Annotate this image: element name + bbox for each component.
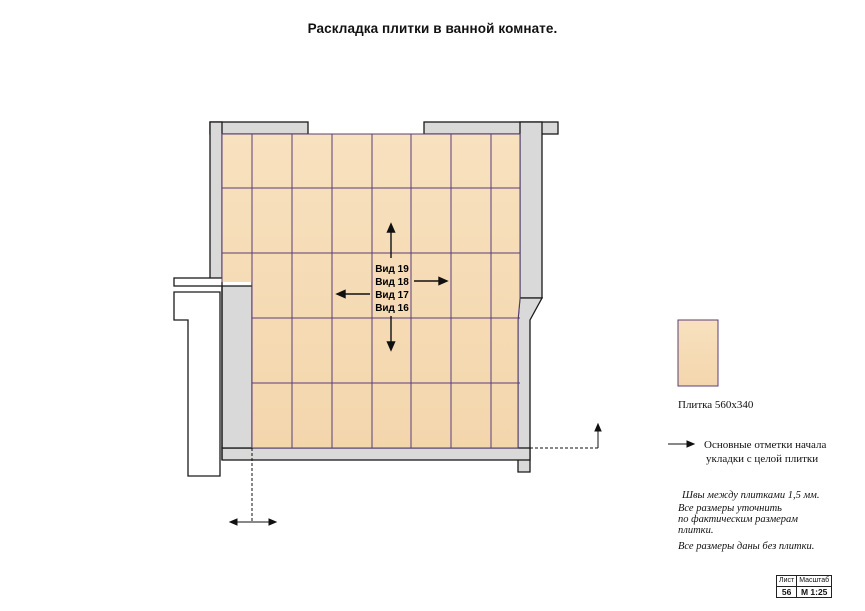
legend-marker-text xyxy=(704,438,826,466)
legend-line: Основные отметки начала xyxy=(704,439,827,451)
view-label: Вид 17 xyxy=(375,290,409,301)
notes xyxy=(678,490,819,552)
note-verify: плитки. xyxy=(678,525,714,536)
wall-left-upper xyxy=(210,122,222,282)
tile-caption: Плитка 560x340 xyxy=(678,399,754,411)
marker-right-head xyxy=(595,424,601,431)
legend-line: укладки с целой плитки xyxy=(706,453,819,465)
scale-value: М 1:25 xyxy=(797,587,832,598)
marker-bottom-head-right xyxy=(269,519,276,525)
page-title: Раскладка плитки в ванной комнате. xyxy=(307,21,558,36)
wall-top-left xyxy=(210,122,308,134)
wall-right xyxy=(520,122,542,298)
title-block xyxy=(776,575,832,598)
view-label: Вид 16 xyxy=(375,303,409,314)
note-verify: по фактическим размерам xyxy=(678,514,799,525)
sheet-label: Лист xyxy=(777,576,797,587)
view-label: Вид 19 xyxy=(375,264,409,275)
sheet-value: 56 xyxy=(777,587,797,598)
wall-bottom xyxy=(222,448,530,460)
wall-right-lower xyxy=(518,298,542,472)
tile-floor xyxy=(222,134,520,448)
legend-arrow-icon xyxy=(668,441,694,447)
note-verify: Все размеры уточнить xyxy=(678,503,782,514)
tile-field xyxy=(222,134,520,448)
tile-sample xyxy=(678,320,718,386)
view-label: Вид 18 xyxy=(375,277,409,288)
scale-label: Масштаб xyxy=(797,576,832,587)
marker-bottom-head-left xyxy=(230,519,237,525)
door-pillar xyxy=(174,292,220,476)
note-joints: Швы между плитками 1,5 мм. xyxy=(682,490,820,501)
wall-left-lower xyxy=(222,282,252,448)
note-no-tile: Все размеры даны без плитки. xyxy=(678,541,815,552)
